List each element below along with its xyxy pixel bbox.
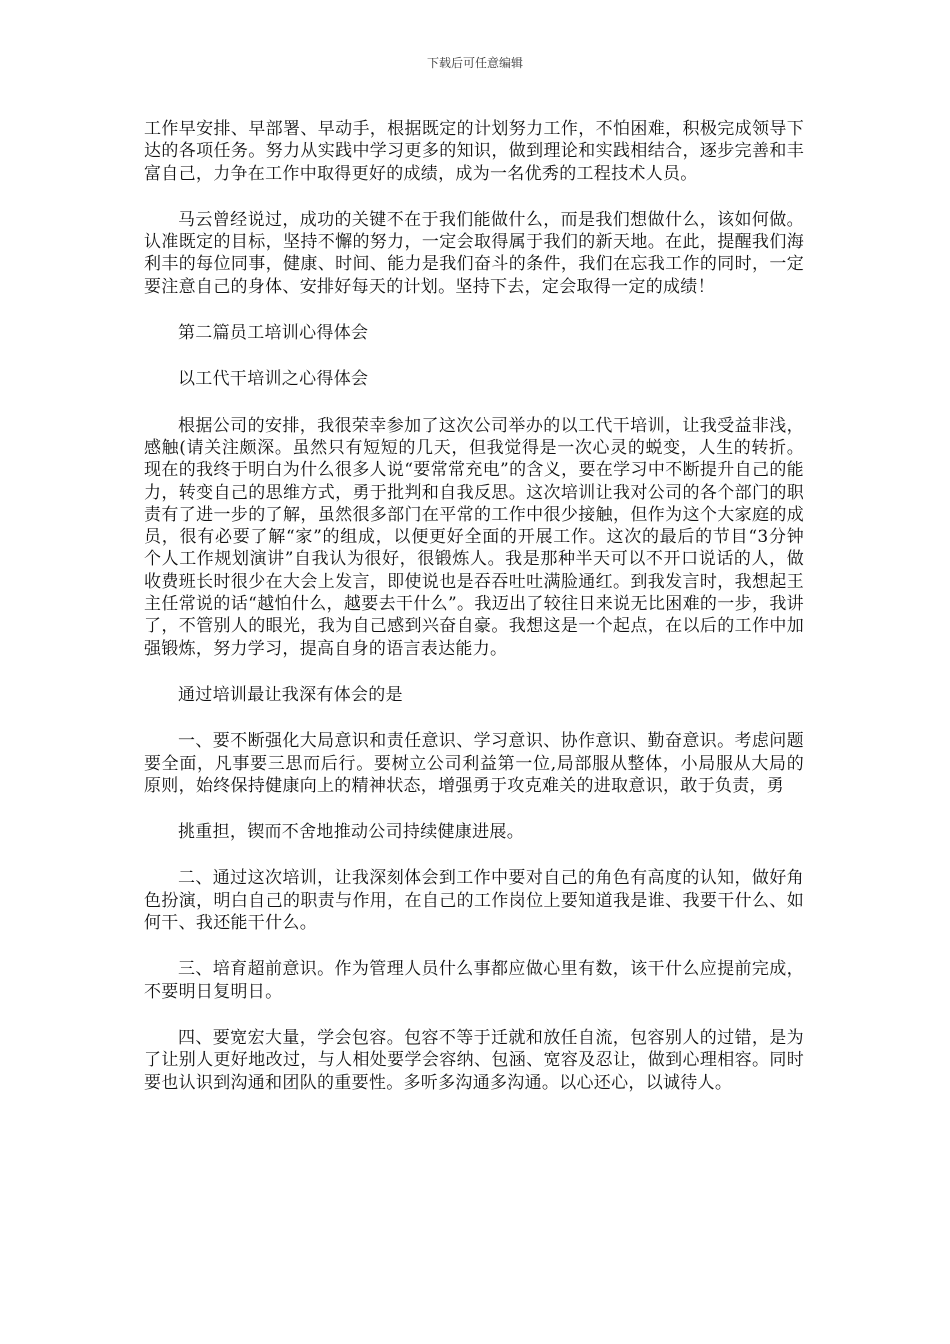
paragraph: 工作早安排、早部署、早动手，根据既定的计划努力工作，不怕困难，积极完成领导下达的各项任务。努力从实践中学习更多的知识，做到理论和实践相结合，逐步完善和丰富自己，力争在工作中取得更好的成绩，成为一名优秀的工程技术人员。: [144, 119, 804, 184]
section-subtitle: 以工代干培训之心得体会: [178, 369, 369, 390]
paragraph: 通过培训最让我深有体会的是: [178, 684, 403, 705]
paragraph: 四、要宽宏大量，学会包容。包容不等于迁就和放任自流，包容别人的过错，是为了让别人更好地改过，与人相处要学会容纳、包涵、宽容及忍让，做到心理相容。同时要也认识到沟通和团队的重要性。多听多沟通多沟通。以心还心，以诚待人。: [144, 1027, 804, 1093]
paragraph: 一、要不断强化大局意识和责任意识、学习意识、协作意识、勤奋意识。考虑问题要全面，凡事要三思而后行。要树立公司利益第一位,局部服从整体，小局服从大局的原则，始终保持健康向上的精神状态，增强勇于攻克难关的进取意识，敢于负责，勇: [144, 731, 804, 796]
paragraph: 挑重担，锲而不舍地推动公司持续健康进展。: [178, 822, 524, 843]
paragraph: 马云曾经说过，成功的关键不在于我们能做什么，而是我们想做什么，该如何做。认准既定的目标，坚持不懈的努力，一定会取得属于我们的新天地。在此，提醒我们海利丰的每位同事，健康、时间、能力是我们奋斗的条件，我们在忘我工作的同时，一定要注意自己的身体、安排好每天的计划。坚持下去，定会取得一定的成绩！: [144, 209, 804, 297]
paragraph: 二、通过这次培训，让我深刻体会到工作中要对自己的角色有高度的认知，做好角色扮演，明白自己的职责与作用，在自己的工作岗位上要知道我是谁、我要干什么、如何干、我还能干什么。: [144, 868, 804, 934]
page-header: 下载后可任意编辑: [426, 56, 523, 70]
paragraph: 根据公司的安排，我很荣幸参加了这次公司举办的以工代干培训，让我受益非浅，感触(请关注颇深。虽然只有短短的几天，但我觉得是一次心灵的蜕变，人生的转折。现在的我终于明白为什么很多人说“要常常充电”的含义，要在学习中不断提升自己的能力，转变自己的思维方式，勇于批判和自我反思。这次培训让我对公司的各个部门的职责有了进一步的了解，虽然很多部门在平常的工作中很少接触，但作为这个大家庭的成员，很有必要了解“家”的组成，以便更好全面的开展工作。这次的最后的节目“3分钟个人工作规划演讲”自我认为很好，很锻炼人。我是那种半天可以不开口说话的人，做收费班长时很少在大会上发言，即使说也是吞吞吐吐满脸通红。到我发言时，我想起王主任常说的话“越怕什么，越要去干什么”。我迈出了较往日来说无比困难的一步，我讲了，不管别人的眼光，我为自己感到兴奋自豪。我想这是一个起点，在以后的工作中加强锻炼，努力学习，提高自身的语言表达能力。: [144, 415, 804, 659]
section-title: 第二篇员工培训心得体会: [178, 323, 369, 344]
document-body: [144, 118, 804, 1118]
paragraph: 三、培育超前意识。作为管理人员什么事都应做心里有数，该干什么应提前完成，不要明日复明日。: [144, 959, 804, 1002]
